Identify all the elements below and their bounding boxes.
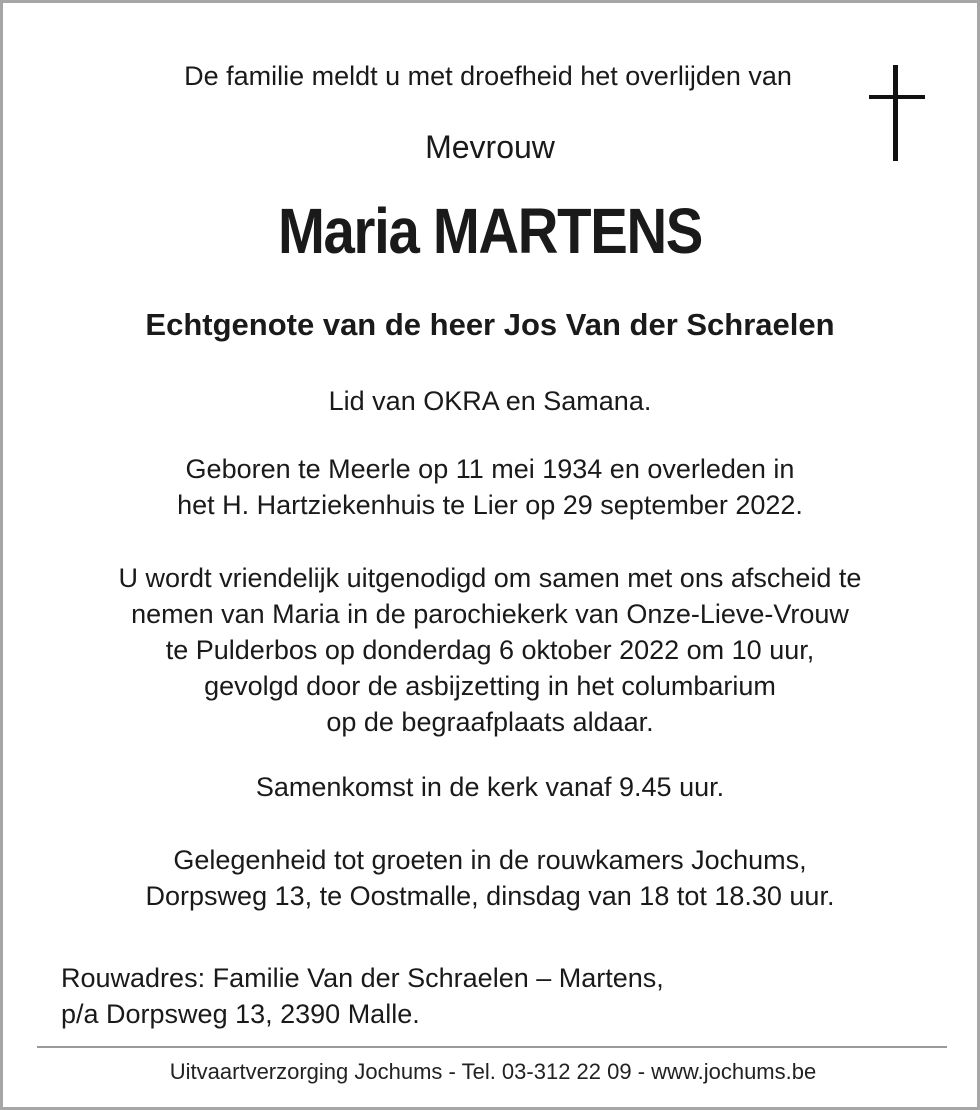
address-line-1: Rouwadres: Familie Van der Schraelen – Martens, — [61, 963, 664, 993]
invite-line-4: gevolgd door de asbijzetting in het columbarium — [204, 671, 776, 701]
footer-divider — [37, 1046, 947, 1048]
intro-text: De familie meldt u met droefheid het overlijden van — [184, 61, 792, 91]
spouse-line: Echtgenote van de heer Jos Van der Schraelen — [145, 307, 835, 342]
deceased-name: Maria MARTENS — [277, 195, 703, 267]
invite-line-5: op de begraafplaats aldaar. — [326, 707, 654, 737]
visit-line-1: Gelegenheid tot groeten in de rouwkamers Jochums, — [173, 845, 807, 875]
mourning-address — [61, 960, 941, 1032]
invite-line-2: nemen van Maria in de parochiekerk van Onze-Lieve-Vrouw — [131, 599, 849, 629]
cross-horizontal-bar — [869, 95, 925, 99]
invite-line-3: te Pulderbos op donderdag 6 oktober 2022 om 10 uur, — [165, 635, 815, 665]
membership-text: Lid van OKRA en Samana. — [328, 386, 652, 416]
gathering-text: Samenkomst in de kerk vanaf 9.45 uur. — [255, 772, 725, 802]
birth-death-paragraph — [3, 451, 977, 523]
address-line-2: p/a Dorpsweg 13, 2390 Malle. — [61, 999, 420, 1029]
funeral-invitation-paragraph — [3, 560, 977, 740]
birth-line-2: het H. Hartziekenhuis te Lier op 29 september 2022. — [177, 490, 803, 520]
visitation-paragraph — [3, 842, 977, 914]
funeral-director-footer: Uitvaartverzorging Jochums - Tel. 03-312 22 09 - www.jochums.be — [169, 1059, 817, 1084]
title-prefix: Mevrouw — [425, 129, 555, 165]
invite-line-1: U wordt vriendelijk uitgenodigd om samen met ons afscheid te — [118, 563, 862, 593]
visit-line-2: Dorpsweg 13, te Oostmalle, dinsdag van 18 tot 18.30 uur. — [145, 881, 835, 911]
birth-line-1: Geboren te Meerle op 11 mei 1934 en overleden in — [185, 454, 795, 484]
